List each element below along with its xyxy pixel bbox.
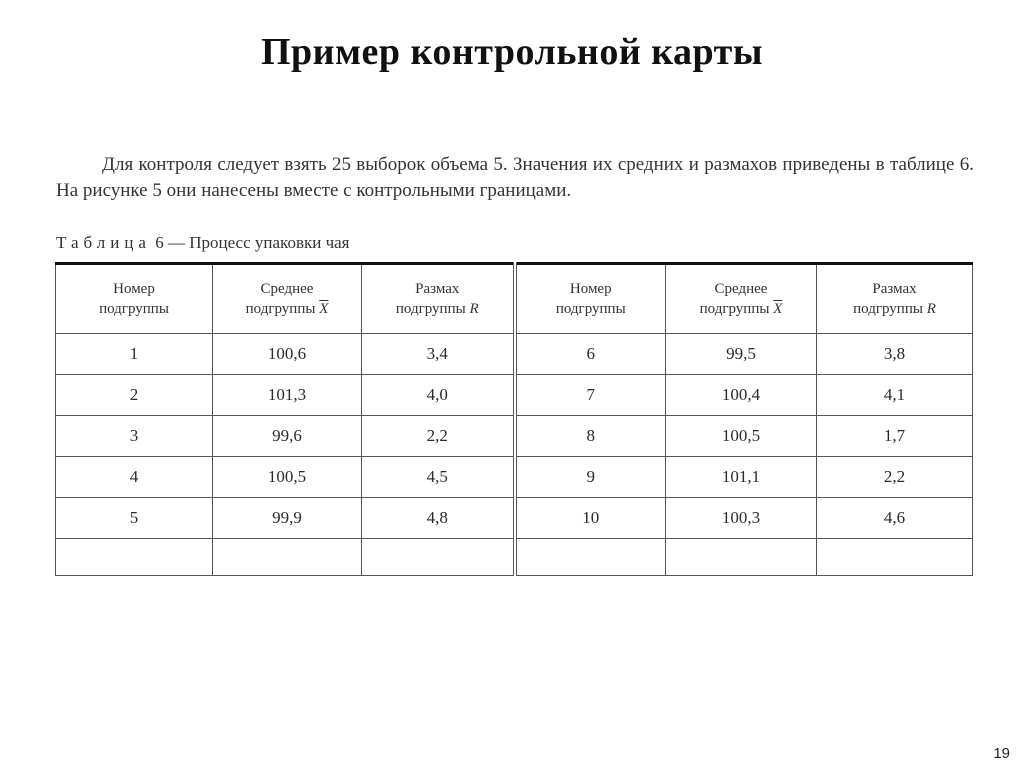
header-mean-line2: подгруппы [699,301,770,317]
cell-group-number: 9 [515,457,666,498]
cell-range: 2,2 [817,457,973,498]
cell-group-number: 6 [515,334,666,375]
caption-number: 6 [155,233,164,252]
header-group-line2: подгруппы [555,301,626,317]
caption-label: Таблица [56,233,151,252]
table-row [56,457,973,498]
header-range-symbol: R [469,301,479,317]
header-mean-line1: Среднее [714,281,768,297]
intro-paragraph: Для контроля следует взять 25 выборок объема 5. Значения их средних и размахов приведены в таблице 6. На рисунке 5 они нанесены вместе с контрольными границами. [56,154,974,201]
cell-range: 4,5 [362,457,515,498]
header-range-line2: подгруппы [853,301,923,317]
cell-range: 1,7 [817,416,973,457]
header-mean-line1: Среднее [260,281,314,297]
cell-group-number: 2 [56,375,213,416]
cell-mean: 101,1 [666,457,817,498]
cell-group-number: 4 [56,457,213,498]
header-mean-symbol: $\overline{X}$ [319,301,329,317]
table-row [56,498,973,539]
header-group-line1: Номер [113,281,155,297]
cell-empty [515,539,666,576]
cell-empty [817,539,973,576]
header-range-right [817,264,973,334]
header-mean-left [213,264,362,334]
cell-mean: 100,5 [213,457,362,498]
cell-mean: 101,3 [213,375,362,416]
cell-group-number: 1 [56,334,213,375]
cell-group-number: 5 [56,498,213,539]
cell-range: 4,0 [362,375,515,416]
table-row [56,334,973,375]
table-row-empty [56,539,973,576]
header-group-line2: подгруппы [99,301,169,317]
table-caption [56,233,350,253]
cell-mean: 99,6 [213,416,362,457]
header-group-left [56,264,213,334]
caption-dash: — [167,233,185,252]
slide-title: Пример контрольной карты [260,31,763,73]
header-group-line1: Номер [569,281,612,297]
cell-group-number: 10 [515,498,666,539]
cell-mean: 100,3 [666,498,817,539]
cell-empty [362,539,515,576]
cell-mean: 100,6 [213,334,362,375]
table-row [56,416,973,457]
header-range-line1: Размах [415,281,460,297]
header-range-symbol: R [926,301,936,317]
cell-group-number: 8 [515,416,666,457]
header-range-line2: подгруппы [395,301,466,317]
cell-group-number: 7 [515,375,666,416]
cell-empty [213,539,362,576]
page-number: 19 [993,745,1010,762]
data-table [55,262,973,576]
header-range-line1: Размах [872,281,917,297]
cell-range: 2,2 [362,416,515,457]
cell-mean: 100,4 [666,375,817,416]
cell-range: 3,8 [817,334,973,375]
cell-empty [56,539,213,576]
cell-empty [666,539,817,576]
cell-mean: 100,5 [666,416,817,457]
cell-range: 4,6 [817,498,973,539]
cell-range: 4,1 [817,375,973,416]
header-group-right [515,264,666,334]
cell-mean: 99,9 [213,498,362,539]
data-table-container [55,262,972,576]
cell-mean: 99,5 [666,334,817,375]
header-mean-line2: подгруппы [245,301,316,317]
table-header-row [56,264,973,334]
caption-text: Процесс упаковки чая [189,233,350,252]
cell-group-number: 3 [56,416,213,457]
header-mean-symbol: $\overline{X}$ [773,301,783,317]
header-range-left [362,264,515,334]
table-row [56,375,973,416]
cell-range: 3,4 [362,334,515,375]
header-mean-right [666,264,817,334]
cell-range: 4,8 [362,498,515,539]
